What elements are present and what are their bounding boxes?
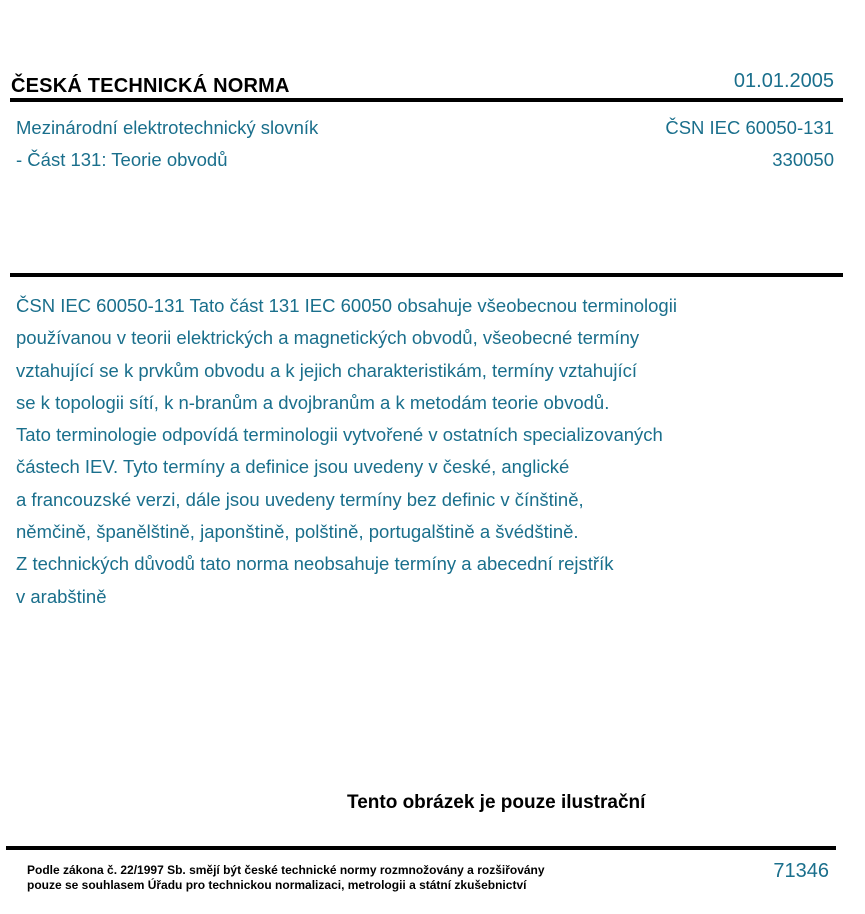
abstract-line: vztahující se k prvkům obvodu a k jejich charakteristikám, termíny vztahující: [16, 359, 638, 381]
legal-notice-line-1: Podle zákona č. 22/1997 Sb. smějí být české technické normy rozmnožovány a rozšiřovány: [27, 863, 545, 877]
abstract-line: němčině, španělštině, japonštině, polštině, portugalštině a švédštině.: [16, 521, 579, 543]
header-divider: [10, 98, 843, 102]
legal-notice-line-2: pouze se souhlasem Úřadu pro technickou normalizaci, metrologii a státní zkušebnictví: [27, 878, 527, 892]
abstract-line: v arabštině: [16, 585, 107, 607]
title-divider: [10, 273, 843, 277]
abstract-line: Tato terminologie odpovídá terminologii vytvořené v ostatních specializovaných: [16, 424, 663, 446]
abstract-line: ČSN IEC 60050-131 Tato část 131 IEC 60050 obsahuje všeobecnou terminologii: [16, 295, 677, 316]
publication-date: 01.01.2005: [733, 70, 834, 92]
standard-designation: ČSN IEC 60050-131: [665, 117, 834, 138]
class-number: 330050: [772, 149, 834, 170]
abstract: [16, 290, 826, 613]
norm-heading: ČESKÁ TECHNICKÁ NORMA: [11, 75, 290, 97]
abstract-line: používanou v teorii elektrických a magnetických obvodů, všeobecné termíny: [16, 327, 640, 349]
footer-divider: [6, 846, 836, 850]
abstract-line: se k topologii sítí, k n-branům a dvojbranům a k metodám teorie obvodů.: [16, 391, 610, 413]
legal-notice: [27, 863, 545, 893]
standard-title-line-2: - Část 131: Teorie obvodů: [16, 149, 228, 170]
abstract-line: Z technických důvodů tato norma neobsahuje termíny a abecední rejstřík: [16, 553, 614, 575]
abstract-line: částech IEV. Tyto termíny a definice jsou uvedeny v české, anglické: [16, 456, 570, 478]
standard-title-line-1: Mezinárodní elektrotechnický slovník: [16, 117, 319, 138]
illustration-notice: Tento obrázek je pouze ilustrační: [347, 792, 646, 813]
abstract-line: a francouzské verzi, dále jsou uvedeny termíny bez definic v čínštině,: [16, 488, 584, 510]
document-number: 71346: [773, 860, 829, 882]
